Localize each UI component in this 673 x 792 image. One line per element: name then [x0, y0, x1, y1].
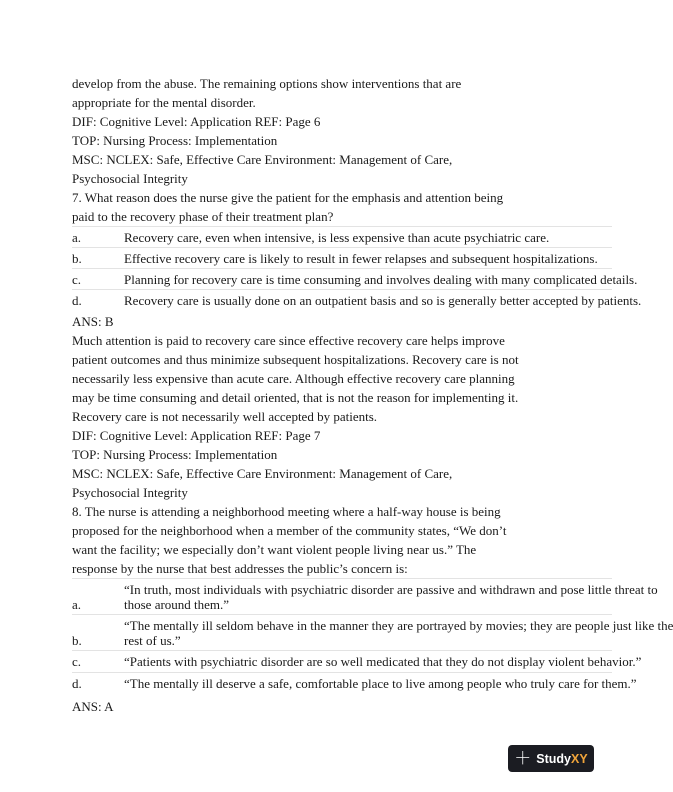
option-letter: c. [72, 272, 82, 287]
answer-line: ANS: B [72, 314, 114, 329]
difficulty-line: DIF: Cognitive Level: Application REF: Page 6 [72, 114, 321, 129]
text-line: develop from the abuse. The remaining options show interventions that are [72, 76, 462, 91]
msc-line: MSC: NCLEX: Safe, Effective Care Environment: Management of Care, [72, 152, 453, 167]
q8-option-b [72, 614, 673, 651]
question-8-text: response by the nurse that best addresses the public’s concern is: [72, 561, 408, 576]
option-text: Planning for recovery care is time consuming and involves dealing with many complicated details. [124, 272, 638, 287]
option-letter: b. [72, 251, 82, 266]
topic-line: TOP: Nursing Process: Implementation [72, 447, 278, 462]
option-letter: d. [72, 293, 82, 308]
difficulty-line: DIF: Cognitive Level: Application REF: Page 7 [72, 428, 321, 443]
option-letter: c. [72, 654, 82, 669]
q7-option-b [72, 247, 612, 269]
msc-line-cont: Psychosocial Integrity [72, 485, 188, 500]
option-text-line1: “The mentally ill seldom behave in the manner they are portrayed by movies; they are people just like the [124, 618, 673, 633]
rationale-line: Much attention is paid to recovery care since effective recovery care helps improve [72, 333, 505, 348]
plus-icon: ＋ [514, 749, 532, 768]
text-line: appropriate for the mental disorder. [72, 95, 256, 110]
studyxy-badge[interactable] [508, 745, 594, 772]
q8-option-d [72, 672, 637, 695]
question-7-text-cont: paid to the recovery phase of their treatment plan? [72, 209, 334, 224]
option-letter: a. [72, 230, 82, 245]
q7-option-a [72, 226, 612, 248]
option-text: Effective recovery care is likely to result in fewer relapses and subsequent hospitalizations. [124, 251, 598, 266]
question-7-text: 7. What reason does the nurse give the patient for the emphasis and attention being [72, 190, 504, 205]
option-text: Recovery care, even when intensive, is less expensive than acute psychiatric care. [124, 230, 550, 245]
option-letter: d. [72, 676, 82, 691]
q7-option-c [72, 268, 638, 290]
option-text: “Patients with psychiatric disorder are so well medicated that they do not display violent behavior.” [124, 654, 642, 669]
rationale-line: Recovery care is not necessarily well accepted by patients. [72, 409, 378, 424]
msc-line-cont: Psychosocial Integrity [72, 171, 188, 186]
option-text-line2: those around them.” [124, 597, 230, 612]
msc-line: MSC: NCLEX: Safe, Effective Care Environment: Management of Care, [72, 466, 453, 481]
answer-line: ANS: A [72, 699, 114, 714]
option-text: Recovery care is usually done on an outpatient basis and so is generally better accepted by patients. [124, 293, 642, 308]
option-letter: b. [72, 633, 82, 648]
rationale-line: necessarily less expensive than acute care. Although effective recovery care planning [72, 371, 515, 386]
question-8-text: proposed for the neighborhood when a member of the community states, “We don’t [72, 523, 507, 538]
question-8-text: 8. The nurse is attending a neighborhood meeting where a half-way house is being [72, 504, 501, 519]
rationale-line: may be time consuming and detail oriented, that is not the reason for implementing it. [72, 390, 519, 405]
option-text-line1: “In truth, most individuals with psychiatric disorder are passive and withdrawn and pose little threat to [124, 582, 658, 597]
q8-option-a [72, 578, 658, 615]
q7-option-d [72, 289, 642, 311]
option-text: “The mentally ill deserve a safe, comfortable place to live among people who truly care for them.” [124, 676, 637, 691]
rationale-line: patient outcomes and thus minimize subsequent hospitalizations. Recovery care is not [72, 352, 519, 367]
brand-accent: XY [571, 751, 588, 766]
topic-line: TOP: Nursing Process: Implementation [72, 133, 278, 148]
question-8-text: want the facility; we especially don’t want violent people living near us.” The [72, 542, 477, 557]
option-text-line2: rest of us.” [124, 633, 181, 648]
q8-option-c [72, 650, 642, 673]
option-letter: a. [72, 597, 82, 612]
brand-main: Study [536, 751, 572, 766]
